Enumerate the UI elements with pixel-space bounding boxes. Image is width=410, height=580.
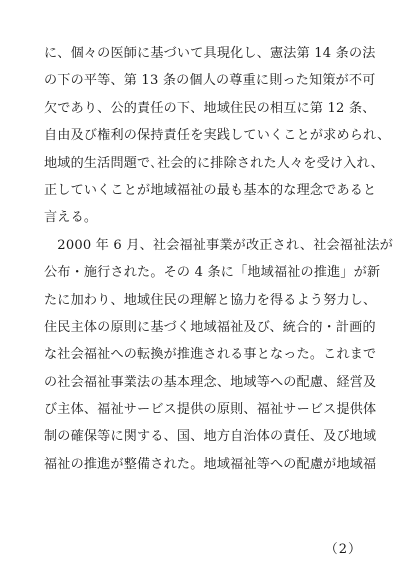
- text-line: 公布・施行された。その 4 条に「地域福祉の推進」が新: [44, 265, 381, 281]
- text-line: 福祉の推進が整備された。地域福祉等への配慮が地域福: [44, 456, 377, 472]
- text-line: 自由及び権利の保持責任を実践していくことが求められ、: [44, 128, 391, 144]
- body-text: [44, 40, 393, 478]
- text-line: 言える。: [44, 210, 98, 226]
- text-line: び主体、福祉サービス提供の原則、福祉サービス提供体: [44, 402, 377, 418]
- text-line: 正していくことが地域福祉の最も基本的な理念であると: [44, 182, 377, 198]
- text-line: 住民主体の原則に基づく地域福祉及び、統合的・計画的: [44, 319, 376, 335]
- text-line: 地域的生活問題で､社会的に排除された人々を受け入れ、: [44, 155, 384, 171]
- text-line: たに加わり、地域住民の理解と協力を得るよう努力し、: [44, 292, 377, 308]
- text-line: な社会福祉への転換が推進される事となった。これまで: [44, 347, 377, 363]
- text-line: 制の確保等に関する、国、地方自治体の責任、及び地域: [44, 429, 377, 445]
- text-line: 2000 年 6 月、社会福祉事業が改正され、社会福祉法が: [44, 237, 393, 253]
- text-line: に、個々の医師に基づいて具現化し、憲法第 14 条の法: [44, 46, 376, 61]
- text-line: 欠であり、公的責任の下、地域住民の相互に第 12 条、: [44, 100, 376, 116]
- text-line: の社会福祉事業法の基本理念、地域等への配慮、経営及: [44, 374, 377, 390]
- page-number: （2）: [324, 542, 362, 557]
- text-line: の下の平等、第 13 条の個人の尊重に則った知策が不可: [44, 73, 376, 89]
